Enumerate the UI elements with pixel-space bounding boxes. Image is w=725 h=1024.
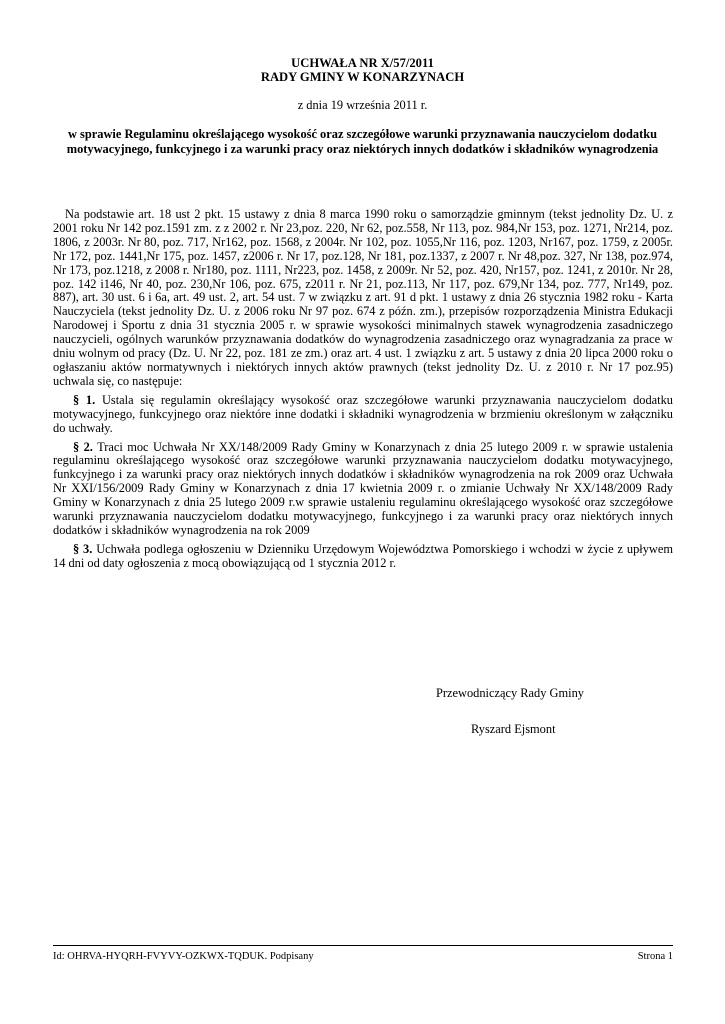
section-1 (53, 394, 673, 436)
section-2-mark: § 2. (73, 439, 93, 454)
council-name: RADY GMINY W KONARZYNACH (260, 70, 465, 84)
resolution-date: z dnia 19 września 2011 r. (297, 98, 428, 112)
signatory-name: Ryszard Ejsmont (471, 721, 556, 736)
footer-divider (53, 945, 673, 946)
section-3-mark: § 3. (73, 541, 93, 556)
resolution-number: UCHWAŁA NR X/57/2011 (291, 56, 434, 70)
section-1-text: Ustala się regulamin określający wysokość oraz szczegółowe warunki przyznawania nauczycielom dodatku motywacyjnego, funkcyjnego oraz niektóre inne dodatki i składniki wynagrodzenia w brzmieniu określonym w załączniku do uchwały. (53, 392, 673, 435)
page-number: Strona 1 (637, 951, 673, 962)
document-header (0, 56, 725, 157)
signature-block (436, 687, 696, 737)
resolution-subject: w sprawie Regulaminu określającego wysokość oraz szczegółowe warunki przyznawania nauczycielom dodatku motywacyjnego, funkcyjnego i za warunki pracy oraz niektórych innych dodatków i składników wynagrodzenia (66, 127, 659, 156)
section-1-mark: § 1. (73, 392, 96, 407)
section-2 (53, 441, 673, 538)
legal-basis-paragraph: Na podstawie art. 18 ust 2 pkt. 15 ustawy z dnia 8 marca 1990 roku o samorządzie gminnym (tekst jednolity Dz. U. z 2001 roku Nr 142 poz.1591 zm. z z 2002 r. Nr 23,poz. 220, Nr 62, poz.558, Nr 113, poz. 984,Nr 153, poz. 1271, Nr214, poz. 1806, z 2003r. Nr 80, poz. 717, Nr162, poz. 1568, z 2004r. Nr 102, poz. 1055,Nr 116, poz. 1203, Nr167, poz. 1759, z 2005r. Nr 172, poz. 1441,Nr 175, poz. 1457, z2006 r. Nr 17, poz.128, Nr 181, poz.1337, z 2007 r. Nr 48,poz. 327, Nr 138, poz.974, Nr 173, poz.1218, z 2008 r. Nr180, poz. 1111, Nr223, poz. 1458, z 2009r. Nr 52, poz. 420, Nr157, poz. 1241, z 2010r. Nr 28, poz. 142 i146, Nr 40, poz. 230,Nr 106, poz. 675, z2011 r. Nr 21, poz.113, Nr 117, poz. 679,Nr 134, poz. 777, Nr149, poz. 887), art. 30 ust. 6 i 6a, art. 49 ust. 2, art. 54 ust. 7 w związku z art. 91 d pkt. 1 ustawy z dnia 26 stycznia 1982 roku - Karta Nauczyciela (tekst jednolity Dz. U. z 2006 roku Nr 97 poz. 674 z późn. zm.), przepisów rozporządzenia Ministra Edukacji Narodowej i Sportu z dnia 31 stycznia 2005 r. w sprawie wysokości minimalnych stawek wynagrodzenia zasadniczego nauczycieli, ogólnych warunków przyznawania dodatków do wynagrodzenia zasadniczego oraz wynagradzania za prace w dniu wolnym od pracy (Dz. U. Nr 22, poz. 181 ze zm.) oraz art. 4 ust. 1 związku z art. 5 ustawy z dnia 20 lipca 2000 roku o ogłaszaniu aktów normatywnych i niektórych innych aktów prawnych (tekst jednolity Dz. U. z 2010 r. Nr 17 poz.95) uchwala się, co następuje: (53, 207, 673, 388)
section-3 (53, 543, 673, 571)
section-2-text: Traci moc Uchwała Nr XX/148/2009 Rady Gminy w Konarzynach z dnia 25 lutego 2009 r. w sprawie ustalenia regulaminu określającego wysokość oraz szczegółowe warunki przyznawania nauczycielom dodatku motywacyjnego, funkcyjnego i za warunki pracy oraz niektórych innych dodatków i składników wynagrodzenia na rok 2009 oraz Uchwała Nr XXI/156/2009 Rady Gminy w Konarzynach z dnia 17 kwietnia 2009 r. o zmianie Uchwały Nr XX/148/2009 Rady Gminy w Konarzynach z dnia 25 lutego 2009 r.w sprawie ustaleniu regulaminu określającego wysokość oraz szczegółowe warunki przyznawania nauczycielom dodatku motywacyjnego, funkcyjnego i za warunki pracy oraz niektórych innych dodatków i składników wynagrodzenia na rok 2009 (53, 439, 673, 537)
section-3-text: Uchwała podlega ogłoszeniu w Dzienniku Urzędowym Województwa Pomorskiego i wchodzi w życie z upływem 14 dni od daty ogłoszenia z mocą obowiązującą od 1 stycznia 2012 r. (53, 541, 674, 570)
signatory-role: Przewodniczący Rady Gminy (436, 686, 584, 700)
document-body (53, 208, 673, 576)
document-id: Id: OHRVA-HYQRH-FVYVY-OZKWX-TQDUK. Podpisany (53, 951, 314, 962)
